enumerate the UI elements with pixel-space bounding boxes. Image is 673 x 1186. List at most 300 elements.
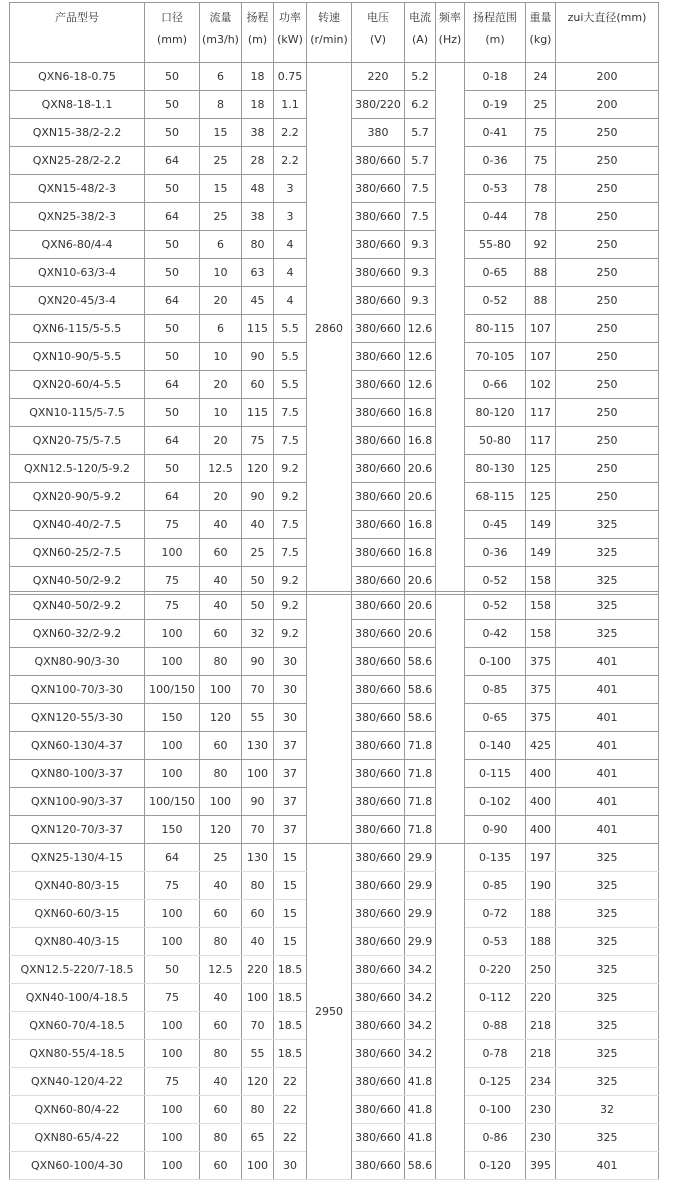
header-head: 扬程 (m) [242,3,274,63]
cell-head-range: 0-42 [465,620,526,648]
cell-max-diameter: 250 [556,231,659,259]
cell-max-diameter: 325 [556,511,659,539]
cell-head-range: 0-65 [465,704,526,732]
cell-max-diameter: 250 [556,371,659,399]
cell-head: 50 [242,592,274,620]
cell-voltage: 380/660 [352,483,405,511]
cell-voltage: 380/660 [352,399,405,427]
cell-caliber: 64 [145,147,200,175]
cell-head-range: 0-53 [465,175,526,203]
cell-head: 40 [242,928,274,956]
cell-voltage: 380/220 [352,91,405,119]
cell-flow: 20 [200,483,242,511]
cell-flow: 25 [200,203,242,231]
cell-current: 58.6 [405,676,436,704]
cell-weight: 400 [526,816,556,844]
cell-model: QXN10-90/5-5.5 [10,343,145,371]
cell-current: 16.8 [405,427,436,455]
cell-head-range: 0-85 [465,872,526,900]
cell-model: QXN25-130/4-15 [10,844,145,872]
cell-flow: 6 [200,315,242,343]
cell-caliber: 100 [145,648,200,676]
cell-model: QXN20-90/5-9.2 [10,483,145,511]
cell-current: 5.7 [405,119,436,147]
cell-weight: 75 [526,147,556,175]
cell-current: 20.6 [405,483,436,511]
cell-flow: 20 [200,287,242,315]
cell-flow: 120 [200,816,242,844]
cell-model: QXN40-100/4-18.5 [10,984,145,1012]
cell-model: QXN25-28/2-2.2 [10,147,145,175]
cell-model: QXN60-70/4-18.5 [10,1012,145,1040]
cell-speed: 2950 [307,844,352,1180]
cell-weight: 125 [526,483,556,511]
cell-voltage: 380/660 [352,371,405,399]
cell-power: 22 [274,1096,307,1124]
cell-current: 9.3 [405,259,436,287]
cell-flow: 40 [200,872,242,900]
header-frequency: 频率 (Hz) [436,3,465,63]
cell-weight: 88 [526,287,556,315]
cell-head: 90 [242,483,274,511]
header-caliber: 口径 (mm) [145,3,200,63]
cell-power: 7.5 [274,539,307,567]
cell-head: 100 [242,1152,274,1180]
cell-voltage: 380/660 [352,984,405,1012]
cell-power: 9.2 [274,592,307,620]
cell-head: 120 [242,1068,274,1096]
cell-model: QXN6-18-0.75 [10,63,145,91]
cell-head-range: 0-18 [465,63,526,91]
cell-frequency [436,844,465,1180]
cell-caliber: 100 [145,1124,200,1152]
cell-voltage: 380/660 [352,1124,405,1152]
header-power: 功率 (kW) [274,3,307,63]
cell-head: 70 [242,1012,274,1040]
cell-voltage: 380/660 [352,620,405,648]
cell-weight: 230 [526,1096,556,1124]
cell-max-diameter: 401 [556,704,659,732]
cell-head: 18 [242,91,274,119]
cell-power: 37 [274,788,307,816]
cell-weight: 188 [526,928,556,956]
cell-voltage: 380/660 [352,1040,405,1068]
cell-voltage: 380/660 [352,956,405,984]
cell-caliber: 100 [145,732,200,760]
header-head-range: 扬程范围 (m) [465,3,526,63]
cell-model: QXN100-70/3-30 [10,676,145,704]
cell-current: 41.8 [405,1124,436,1152]
cell-head-range: 0-52 [465,592,526,620]
cell-current: 34.2 [405,984,436,1012]
cell-flow: 6 [200,63,242,91]
cell-head: 115 [242,315,274,343]
cell-max-diameter: 250 [556,483,659,511]
cell-voltage: 380/660 [352,427,405,455]
cell-weight: 190 [526,872,556,900]
cell-max-diameter: 325 [556,1040,659,1068]
cell-head: 45 [242,287,274,315]
cell-current: 5.7 [405,147,436,175]
header-flow: 流量 (m3/h) [200,3,242,63]
cell-model: QXN40-120/4-22 [10,1068,145,1096]
cell-power: 0.75 [274,63,307,91]
cell-flow: 10 [200,343,242,371]
cell-caliber: 50 [145,956,200,984]
cell-power: 4 [274,259,307,287]
cell-current: 71.8 [405,788,436,816]
cell-max-diameter: 325 [556,539,659,567]
cell-flow: 40 [200,1068,242,1096]
cell-current: 12.6 [405,343,436,371]
cell-voltage: 380/660 [352,1152,405,1180]
cell-current: 12.6 [405,315,436,343]
cell-max-diameter: 250 [556,119,659,147]
cell-head: 28 [242,147,274,175]
cell-head-range: 0-135 [465,844,526,872]
cell-voltage: 380/660 [352,147,405,175]
cell-power: 3 [274,175,307,203]
cell-head-range: 0-66 [465,371,526,399]
cell-voltage: 380/660 [352,343,405,371]
cell-power: 7.5 [274,427,307,455]
cell-weight: 375 [526,704,556,732]
cell-current: 29.9 [405,872,436,900]
cell-head: 80 [242,872,274,900]
cell-caliber: 50 [145,63,200,91]
cell-max-diameter: 325 [556,900,659,928]
cell-model: QXN40-40/2-7.5 [10,511,145,539]
cell-caliber: 64 [145,483,200,511]
cell-caliber: 100 [145,928,200,956]
cell-max-diameter: 250 [556,203,659,231]
cell-voltage: 380/660 [352,287,405,315]
cell-current: 20.6 [405,620,436,648]
cell-model: QXN12.5-220/7-18.5 [10,956,145,984]
cell-voltage: 380/660 [352,732,405,760]
cell-caliber: 75 [145,984,200,1012]
cell-caliber: 100 [145,1152,200,1180]
cell-power: 4 [274,231,307,259]
cell-model: QXN40-80/3-15 [10,872,145,900]
cell-model: QXN6-115/5-5.5 [10,315,145,343]
cell-head-range: 0-140 [465,732,526,760]
cell-weight: 92 [526,231,556,259]
cell-flow: 25 [200,147,242,175]
cell-weight: 218 [526,1012,556,1040]
cell-max-diameter: 250 [556,455,659,483]
cell-head-range: 0-100 [465,648,526,676]
cell-voltage: 380/660 [352,539,405,567]
cell-current: 20.6 [405,455,436,483]
cell-max-diameter: 401 [556,1152,659,1180]
cell-power: 9.2 [274,567,307,595]
cell-flow: 10 [200,259,242,287]
table-row [10,592,659,620]
cell-weight: 149 [526,539,556,567]
cell-weight: 25 [526,91,556,119]
cell-flow: 60 [200,1012,242,1040]
cell-model: QXN120-55/3-30 [10,704,145,732]
cell-power: 30 [274,676,307,704]
cell-model: QXN12.5-120/5-9.2 [10,455,145,483]
header-model: 产品型号 [10,3,145,63]
cell-weight: 107 [526,343,556,371]
cell-head-range: 80-120 [465,399,526,427]
cell-current: 34.2 [405,1040,436,1068]
cell-power: 22 [274,1068,307,1096]
cell-current: 7.5 [405,175,436,203]
cell-flow: 6 [200,231,242,259]
cell-voltage: 380/660 [352,900,405,928]
cell-power: 9.2 [274,455,307,483]
cell-max-diameter: 401 [556,648,659,676]
cell-head-range: 0-78 [465,1040,526,1068]
cell-model: QXN40-50/2-9.2 [10,592,145,620]
cell-head: 70 [242,816,274,844]
cell-speed: 2860 [307,63,352,595]
cell-caliber: 100 [145,620,200,648]
cell-voltage: 380/660 [352,175,405,203]
cell-max-diameter: 401 [556,760,659,788]
cell-weight: 218 [526,1040,556,1068]
cell-max-diameter: 325 [556,592,659,620]
cell-max-diameter: 325 [556,567,659,595]
cell-voltage: 380/660 [352,788,405,816]
cell-head: 60 [242,900,274,928]
cell-flow: 60 [200,539,242,567]
cell-caliber: 64 [145,427,200,455]
cell-model: QXN120-70/3-37 [10,816,145,844]
cell-flow: 10 [200,399,242,427]
header-speed: 转速 (r/min) [307,3,352,63]
cell-head-range: 0-36 [465,539,526,567]
cell-caliber: 150 [145,704,200,732]
cell-power: 9.2 [274,483,307,511]
cell-power: 18.5 [274,984,307,1012]
spec-table-lower [9,843,659,1180]
cell-head: 18 [242,63,274,91]
cell-current: 7.5 [405,203,436,231]
cell-caliber: 75 [145,1068,200,1096]
cell-max-diameter: 325 [556,1124,659,1152]
cell-model: QXN15-38/2-2.2 [10,119,145,147]
cell-flow: 12.5 [200,455,242,483]
cell-head: 90 [242,343,274,371]
cell-head-range: 0-41 [465,119,526,147]
cell-model: QXN80-40/3-15 [10,928,145,956]
cell-head: 55 [242,1040,274,1068]
cell-head: 120 [242,455,274,483]
cell-caliber: 75 [145,592,200,620]
cell-caliber: 50 [145,175,200,203]
cell-model: QXN60-60/3-15 [10,900,145,928]
cell-head-range: 55-80 [465,231,526,259]
cell-voltage: 380/660 [352,231,405,259]
cell-voltage: 380/660 [352,872,405,900]
cell-flow: 8 [200,91,242,119]
cell-caliber: 50 [145,455,200,483]
cell-head-range: 0-86 [465,1124,526,1152]
cell-max-diameter: 32 [556,1096,659,1124]
cell-max-diameter: 325 [556,984,659,1012]
cell-weight: 149 [526,511,556,539]
cell-max-diameter: 250 [556,287,659,315]
cell-voltage: 380/660 [352,1012,405,1040]
cell-caliber: 64 [145,203,200,231]
cell-caliber: 75 [145,511,200,539]
cell-weight: 125 [526,455,556,483]
cell-flow: 40 [200,567,242,595]
cell-flow: 40 [200,592,242,620]
cell-voltage: 380/660 [352,455,405,483]
cell-current: 29.9 [405,844,436,872]
cell-flow: 60 [200,1152,242,1180]
cell-max-diameter: 250 [556,399,659,427]
cell-model: QXN80-90/3-30 [10,648,145,676]
cell-max-diameter: 325 [556,872,659,900]
cell-head-range: 0-36 [465,147,526,175]
cell-head: 63 [242,259,274,287]
cell-weight: 250 [526,956,556,984]
cell-max-diameter: 325 [556,956,659,984]
cell-model: QXN20-60/4-5.5 [10,371,145,399]
cell-caliber: 64 [145,287,200,315]
cell-flow: 80 [200,1040,242,1068]
cell-max-diameter: 401 [556,816,659,844]
cell-max-diameter: 200 [556,63,659,91]
cell-voltage: 380/660 [352,760,405,788]
cell-max-diameter: 325 [556,844,659,872]
cell-caliber: 100 [145,1012,200,1040]
cell-power: 7.5 [274,399,307,427]
cell-current: 9.3 [405,231,436,259]
cell-weight: 158 [526,592,556,620]
cell-current: 12.6 [405,371,436,399]
cell-weight: 107 [526,315,556,343]
cell-power: 22 [274,1124,307,1152]
table-row [10,844,659,872]
cell-weight: 75 [526,119,556,147]
cell-voltage: 380/660 [352,511,405,539]
cell-voltage: 380/660 [352,315,405,343]
cell-flow: 15 [200,175,242,203]
cell-weight: 375 [526,648,556,676]
cell-voltage: 380/660 [352,203,405,231]
cell-power: 3 [274,203,307,231]
cell-head-range: 80-130 [465,455,526,483]
spec-table-middle [9,591,659,844]
cell-current: 5.2 [405,63,436,91]
cell-weight: 220 [526,984,556,1012]
cell-voltage: 380/660 [352,259,405,287]
cell-current: 58.6 [405,1152,436,1180]
cell-head-range: 0-85 [465,676,526,704]
cell-power: 2.2 [274,147,307,175]
cell-flow: 120 [200,704,242,732]
cell-model: QXN60-32/2-9.2 [10,620,145,648]
cell-max-diameter: 250 [556,315,659,343]
cell-head-range: 80-115 [465,315,526,343]
cell-current: 20.6 [405,592,436,620]
cell-head-range: 0-115 [465,760,526,788]
cell-voltage: 380/660 [352,648,405,676]
cell-max-diameter: 200 [556,91,659,119]
cell-power: 15 [274,900,307,928]
cell-flow: 40 [200,984,242,1012]
cell-power: 9.2 [274,620,307,648]
cell-current: 34.2 [405,956,436,984]
cell-head-range: 0-100 [465,1096,526,1124]
cell-max-diameter: 250 [556,147,659,175]
cell-model: QXN40-50/2-9.2 [10,567,145,595]
cell-current: 9.3 [405,287,436,315]
cell-head: 100 [242,760,274,788]
cell-head-range: 0-52 [465,567,526,595]
cell-flow: 25 [200,844,242,872]
cell-weight: 230 [526,1124,556,1152]
cell-weight: 158 [526,567,556,595]
cell-current: 6.2 [405,91,436,119]
cell-head: 130 [242,844,274,872]
cell-max-diameter: 401 [556,732,659,760]
spec-table-middle-body [10,592,659,844]
cell-weight: 88 [526,259,556,287]
cell-flow: 40 [200,511,242,539]
cell-head: 80 [242,231,274,259]
cell-head-range: 0-120 [465,1152,526,1180]
cell-caliber: 100 [145,1040,200,1068]
cell-model: QXN15-48/2-3 [10,175,145,203]
cell-head-range: 0-52 [465,287,526,315]
cell-head: 80 [242,1096,274,1124]
cell-current: 29.9 [405,900,436,928]
cell-caliber: 100 [145,539,200,567]
cell-weight: 117 [526,399,556,427]
cell-model: QXN80-65/4-22 [10,1124,145,1152]
cell-max-diameter: 325 [556,1068,659,1096]
cell-caliber: 150 [145,816,200,844]
cell-model: QXN80-100/3-37 [10,760,145,788]
spec-table-upper [9,2,659,595]
cell-head: 70 [242,676,274,704]
cell-head-range: 0-44 [465,203,526,231]
cell-max-diameter: 401 [556,788,659,816]
cell-speed [307,592,352,844]
cell-voltage: 380/660 [352,1068,405,1096]
cell-current: 16.8 [405,511,436,539]
cell-weight: 400 [526,788,556,816]
cell-model: QXN60-100/4-30 [10,1152,145,1180]
cell-head: 38 [242,119,274,147]
cell-flow: 20 [200,371,242,399]
cell-power: 15 [274,844,307,872]
cell-frequency [436,63,465,595]
cell-weight: 395 [526,1152,556,1180]
cell-power: 37 [274,816,307,844]
cell-voltage: 380/660 [352,1096,405,1124]
cell-caliber: 100 [145,900,200,928]
cell-flow: 80 [200,1124,242,1152]
cell-power: 18.5 [274,1012,307,1040]
spec-table-upper-body [10,3,659,595]
header-voltage: 电压 (V) [352,3,405,63]
cell-flow: 60 [200,732,242,760]
cell-weight: 78 [526,203,556,231]
cell-flow: 12.5 [200,956,242,984]
header-weight: 重量 (kg) [526,3,556,63]
cell-head: 48 [242,175,274,203]
